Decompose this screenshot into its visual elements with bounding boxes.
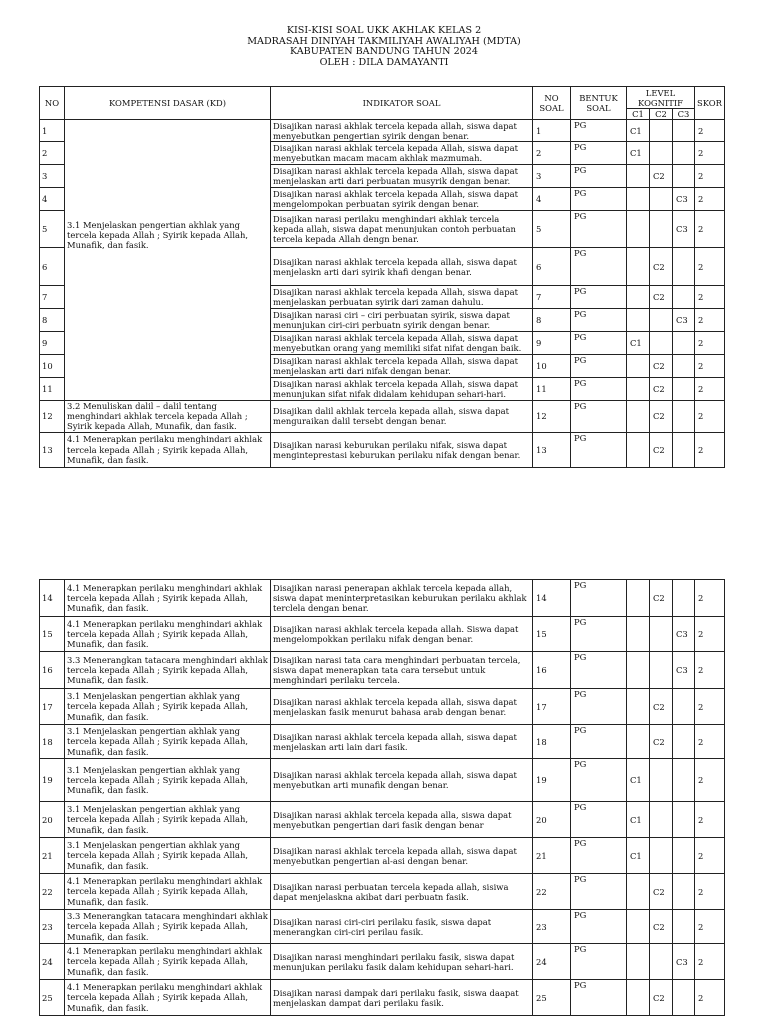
row-indikator-soal: Disajikan narasi ciri – ciri perbuatan syirik, siswa dapat menunjukan ciri-ciri perbuatn syirik dengan benar. <box>271 309 533 332</box>
header-line-3: KABUPATEN BANDUNG TAHUN 2024 <box>289 46 479 58</box>
table-row <box>40 401 725 433</box>
row-level-c2 <box>650 332 673 355</box>
row-indikator-soal: Disajikan narasi menghindari perilaku fasik, siswa dapat menunjukan perilaku fasik dalam kehidupan sehari-hari. <box>271 944 533 980</box>
header-bentuk-soal: BENTUK SOAL <box>571 87 627 120</box>
row-no: 11 <box>40 378 65 401</box>
row-skor: 2 <box>695 910 725 944</box>
row-level-c3 <box>673 759 695 802</box>
header-kd: KOMPETENSI DASAR (KD) <box>65 87 271 120</box>
header-c1: C1 <box>627 109 650 120</box>
row-no-soal: 18 <box>533 725 571 759</box>
row-indikator-soal: Disajikan narasi ciri-ciri perilaku fasik, siswa dapat menerangkan ciri-ciri perilau fasik. <box>271 910 533 944</box>
row-bentuk-soal: PG <box>571 580 627 617</box>
row-skor: 2 <box>695 759 725 802</box>
row-no-soal: 13 <box>533 432 571 467</box>
row-no: 23 <box>40 910 65 944</box>
table-row <box>40 725 725 759</box>
table-row <box>40 652 725 689</box>
row-kompetensi-dasar: 3.1 Menjelaskan pengertian akhlak yang tercela kepada Allah ; Syirik kepada Allah, Munafik, dan fasik. <box>65 689 271 725</box>
row-level-c1: C1 <box>627 120 650 142</box>
table-row <box>40 432 725 467</box>
row-level-c2 <box>650 944 673 980</box>
row-no-soal: 17 <box>533 689 571 725</box>
row-level-c3 <box>673 332 695 355</box>
row-no: 25 <box>40 980 65 1016</box>
row-kompetensi-dasar: 3.2 Menuliskan dalil – dalil tentang menghindari akhlak tercela kepada Allah ; Syirik kepada Allah, Munafik, dan fasik. <box>65 401 271 433</box>
row-level-c2 <box>650 759 673 802</box>
row-bentuk-soal: PG <box>571 142 627 165</box>
row-level-c1 <box>627 689 650 725</box>
row-kompetensi-dasar: 3.3 Menerangkan tatacara menghindari akhlak tercela kepada Allah ; Syirik kepada Allah, Munafik, dan fasik. <box>65 910 271 944</box>
row-level-c2 <box>650 211 673 248</box>
row-bentuk-soal: PG <box>571 309 627 332</box>
row-level-c3 <box>673 120 695 142</box>
row-level-c1 <box>627 944 650 980</box>
row-no: 5 <box>40 211 65 248</box>
row-skor: 2 <box>695 432 725 467</box>
row-bentuk-soal: PG <box>571 910 627 944</box>
row-level-c3 <box>673 355 695 378</box>
row-no-soal: 1 <box>533 120 571 142</box>
row-indikator-soal: Disajikan narasi akhlak tercela kepada allah, siswa dapat menjelaskan arti lain dari fasik. <box>271 725 533 759</box>
row-bentuk-soal: PG <box>571 378 627 401</box>
row-skor: 2 <box>695 378 725 401</box>
row-no-soal: 8 <box>533 309 571 332</box>
row-level-c3: C3 <box>673 617 695 652</box>
row-no: 19 <box>40 759 65 802</box>
row-level-c1 <box>627 309 650 332</box>
row-kompetensi-dasar: 4.1 Menerapkan perilaku menghindari akhlak tercela kepada Allah ; Syirik kepada Allah, Munafik, dan fasik. <box>65 580 271 617</box>
row-level-c3 <box>673 142 695 165</box>
row-no-soal: 4 <box>533 188 571 211</box>
row-no: 18 <box>40 725 65 759</box>
document-header <box>0 26 768 68</box>
header-level-kognitif: LEVEL KOGNITIF <box>627 87 695 109</box>
row-level-c1: C1 <box>627 838 650 874</box>
row-no-soal: 22 <box>533 874 571 910</box>
row-level-c2 <box>650 838 673 874</box>
row-level-c2: C2 <box>650 874 673 910</box>
row-no: 22 <box>40 874 65 910</box>
row-level-c1: C1 <box>627 759 650 802</box>
row-indikator-soal: Disajikan narasi akhlak tercela kepada Allah, siswa dapat mengelompokan perbuatan syirik dengan benar. <box>271 188 533 211</box>
row-bentuk-soal: PG <box>571 188 627 211</box>
row-indikator-soal: Disajikan narasi akhlak tercela kepada alla, siswa dapat menyebutkan pengertian dari fasik dengan benar <box>271 802 533 838</box>
row-no-soal: 7 <box>533 286 571 309</box>
row-no-soal: 23 <box>533 910 571 944</box>
row-level-c2 <box>650 309 673 332</box>
row-level-c2 <box>650 652 673 689</box>
row-skor: 2 <box>695 188 725 211</box>
row-skor: 2 <box>695 165 725 188</box>
row-indikator-soal: Disajikan narasi perbuatan tercela kepada allah, sisiwa dapat menjelaskna akibat dari perbuatn fasik. <box>271 874 533 910</box>
header-skor: SKOR <box>695 87 725 120</box>
row-level-c1 <box>627 401 650 433</box>
row-no: 2 <box>40 142 65 165</box>
row-level-c2 <box>650 188 673 211</box>
row-skor: 2 <box>695 332 725 355</box>
table-row <box>40 838 725 874</box>
row-no-soal: 12 <box>533 401 571 433</box>
row-kompetensi-dasar: 3.1 Menjelaskan pengertian akhlak yang tercela kepada Allah ; Syirik kepada Allah, Munafik, dan fasik. <box>65 759 271 802</box>
row-level-c2 <box>650 120 673 142</box>
row-no-soal: 6 <box>533 248 571 286</box>
row-bentuk-soal: PG <box>571 652 627 689</box>
row-bentuk-soal: PG <box>571 165 627 188</box>
row-skor: 2 <box>695 211 725 248</box>
row-no-soal: 11 <box>533 378 571 401</box>
row-no: 12 <box>40 401 65 433</box>
row-kompetensi-dasar: 3.1 Menjelaskan pengertian akhlak yang tercela kepada Allah ; Syirik kepada Allah, Munafik, dan fasik. <box>65 802 271 838</box>
row-level-c3 <box>673 248 695 286</box>
row-no-soal: 10 <box>533 355 571 378</box>
row-skor: 2 <box>695 725 725 759</box>
row-level-c2: C2 <box>650 580 673 617</box>
row-skor: 2 <box>695 944 725 980</box>
row-level-c3 <box>673 165 695 188</box>
row-level-c3 <box>673 378 695 401</box>
row-level-c2 <box>650 617 673 652</box>
row-indikator-soal: Disajikan narasi akhlak tercela kepada Allah, siswa dapat menunjukan sifat nifak didalam kehidupan sehari-hari. <box>271 378 533 401</box>
row-skor: 2 <box>695 689 725 725</box>
row-skor: 2 <box>695 652 725 689</box>
row-no: 13 <box>40 432 65 467</box>
row-skor: 2 <box>695 309 725 332</box>
row-level-c3: C3 <box>673 211 695 248</box>
header-line-2: MADRASAH DINIYAH TAKMILIYAH AWALIYAH (MDTA) <box>247 35 521 47</box>
row-indikator-soal: Disajikan narasi akhlak tercela kepada Allah, siswa dapat menyebutkan orang yang memiliki sifat nifat dengan baik. <box>271 332 533 355</box>
row-skor: 2 <box>695 802 725 838</box>
row-level-c1 <box>627 248 650 286</box>
row-bentuk-soal: PG <box>571 802 627 838</box>
row-kompetensi-dasar: 4.1 Menerapkan perilaku menghindari akhlak tercela kepada Allah ; Syirik kepada Allah, Munafik, dan fasik. <box>65 980 271 1016</box>
row-level-c2: C2 <box>650 725 673 759</box>
row-bentuk-soal: PG <box>571 332 627 355</box>
row-no: 16 <box>40 652 65 689</box>
row-indikator-soal: Disajikan dalil akhlak tercela kepada allah, siswa dapat menguraikan dalil tersebt dengan benar. <box>271 401 533 433</box>
header-line-1: KISI-KISI SOAL UKK AKHLAK KELAS 2 <box>286 25 482 36</box>
row-level-c1 <box>627 355 650 378</box>
table-row <box>40 944 725 980</box>
row-skor: 2 <box>695 617 725 652</box>
row-level-c3 <box>673 401 695 433</box>
row-level-c3 <box>673 980 695 1016</box>
table-row <box>40 689 725 725</box>
row-indikator-soal: Disajikan narasi dampak dari perilaku fasik, siswa daapat menjelaskan dampat dari perilaku fasik. <box>271 980 533 1016</box>
row-no-soal: 3 <box>533 165 571 188</box>
table-row <box>40 120 725 142</box>
row-bentuk-soal: PG <box>571 211 627 248</box>
header-line-4: OLEH : DILA DAMAYANTI <box>319 56 449 68</box>
row-skor: 2 <box>695 580 725 617</box>
row-indikator-soal: Disajikan narasi keburukan perilaku nifak, siswa dapat menginteprestasi keburukan perilaku nifak dengan benar. <box>271 432 533 467</box>
row-no-soal: 20 <box>533 802 571 838</box>
row-indikator-soal: Disajikan narasi akhlak tercela kepada allah, siswa dapat menjelaskn arti dari syirik khafi dengan benar. <box>271 248 533 286</box>
row-level-c1: C1 <box>627 142 650 165</box>
row-level-c1 <box>627 188 650 211</box>
row-no: 20 <box>40 802 65 838</box>
table-row <box>40 980 725 1016</box>
row-no: 17 <box>40 689 65 725</box>
row-indikator-soal: Disajikan narasi tata cara menghindari perbuatan tercela, siswa dapat menerapkan tata cara tersebut untuk menghindari perilaku tercela. <box>271 652 533 689</box>
row-level-c1 <box>627 432 650 467</box>
row-no: 15 <box>40 617 65 652</box>
row-level-c1 <box>627 580 650 617</box>
row-level-c1 <box>627 378 650 401</box>
row-bentuk-soal: PG <box>571 874 627 910</box>
row-kompetensi-dasar: 3.3 Menerangkan tatacara menghindari akhlak tercela kepada Allah ; Syirik kepada Allah, Munafik, dan fasik. <box>65 652 271 689</box>
row-indikator-soal: Disajikan narasi akhlak tercela kepada Allah, siswa dapat menjelaskan perbuatan syirik dari zaman dahulu. <box>271 286 533 309</box>
row-no: 9 <box>40 332 65 355</box>
kisi-kisi-table-page-1 <box>39 86 725 468</box>
row-no-soal: 9 <box>533 332 571 355</box>
table-row <box>40 874 725 910</box>
row-indikator-soal: Disajikan narasi penerapan akhlak tercela kepada allah, siswa dapat meninterpretasikan keburukan perilaku akhlak terclela dengan benar. <box>271 580 533 617</box>
header-indikator: INDIKATOR SOAL <box>271 87 533 120</box>
row-no: 3 <box>40 165 65 188</box>
row-kompetensi-dasar-merged: 3.1 Menjelaskan pengertian akhlak yang tercela kepada Allah ; Syirik kepada Allah, Munafik, dan fasik. <box>65 120 271 401</box>
row-kompetensi-dasar: 4.1 Menerapkan perilaku menghindari akhlak tercela kepada Allah ; Syirik kepada Allah, Munafik, dan fasik. <box>65 617 271 652</box>
row-level-c3 <box>673 286 695 309</box>
row-no-soal: 5 <box>533 211 571 248</box>
kisi-kisi-table-page-2 <box>39 579 725 1016</box>
row-bentuk-soal: PG <box>571 401 627 433</box>
row-level-c2 <box>650 802 673 838</box>
row-no-soal: 15 <box>533 617 571 652</box>
row-indikator-soal: Disajikan narasi akhlak tercela kepada allah, siswa dapat menyebutkan pengertian syirik dengan benar. <box>271 120 533 142</box>
row-indikator-soal: Disajikan narasi perilaku menghindari akhlak tercela kepada allah, siswa dapat menunjukan contoh perbuatan tercela kepada Allah dengn benar. <box>271 211 533 248</box>
row-no: 6 <box>40 248 65 286</box>
row-bentuk-soal: PG <box>571 617 627 652</box>
row-bentuk-soal: PG <box>571 980 627 1016</box>
header-no-soal: NO SOAL <box>533 87 571 120</box>
row-level-c1 <box>627 910 650 944</box>
row-level-c3 <box>673 802 695 838</box>
row-no: 14 <box>40 580 65 617</box>
row-level-c1 <box>627 652 650 689</box>
row-level-c1: C1 <box>627 332 650 355</box>
row-level-c3 <box>673 580 695 617</box>
row-bentuk-soal: PG <box>571 286 627 309</box>
row-no-soal: 2 <box>533 142 571 165</box>
row-skor: 2 <box>695 874 725 910</box>
row-no-soal: 25 <box>533 980 571 1016</box>
row-bentuk-soal: PG <box>571 689 627 725</box>
row-level-c3 <box>673 689 695 725</box>
table-row <box>40 580 725 617</box>
row-level-c2: C2 <box>650 689 673 725</box>
row-indikator-soal: Disajikan narasi akhlak tercela kepada Allah, siswa dapat menyebutkan macam macam akhlak mazmumah. <box>271 142 533 165</box>
row-skor: 2 <box>695 142 725 165</box>
table-row <box>40 802 725 838</box>
row-indikator-soal: Disajikan narasi akhlak tercela kepada allah, siswa dapat menjelaskan fasik menurut bahasa arab dengan benar. <box>271 689 533 725</box>
row-level-c2: C2 <box>650 248 673 286</box>
row-skor: 2 <box>695 838 725 874</box>
row-no-soal: 21 <box>533 838 571 874</box>
table-row <box>40 759 725 802</box>
row-no-soal: 16 <box>533 652 571 689</box>
row-kompetensi-dasar: 4.1 Menerapkan perilaku menghindari akhlak tercela kepada Allah ; Syirik kepada Allah, Munafik, dan fasik. <box>65 432 271 467</box>
header-c3: C3 <box>673 109 695 120</box>
row-skor: 2 <box>695 286 725 309</box>
row-level-c1 <box>627 980 650 1016</box>
row-indikator-soal: Disajikan narasi akhlak tercela kepada allah, siswa dapat menyebutkan arti munafik dengan benar. <box>271 759 533 802</box>
row-bentuk-soal: PG <box>571 355 627 378</box>
row-level-c2: C2 <box>650 910 673 944</box>
row-no: 8 <box>40 309 65 332</box>
row-level-c3: C3 <box>673 309 695 332</box>
row-level-c3: C3 <box>673 652 695 689</box>
row-kompetensi-dasar: 4.1 Menerapkan perilaku menghindari akhlak tercela kepada Allah ; Syirik kepada Allah, Munafik, dan fasik. <box>65 874 271 910</box>
row-indikator-soal: Disajikan narasi akhlak tercela kepada Allah, siswa dapat menjelaskan arti dari nifak dengan benar. <box>271 355 533 378</box>
row-bentuk-soal: PG <box>571 120 627 142</box>
row-no: 7 <box>40 286 65 309</box>
row-no-soal: 14 <box>533 580 571 617</box>
row-kompetensi-dasar: 4.1 Menerapkan perilaku menghindari akhlak tercela kepada Allah ; Syirik kepada Allah, Munafik, dan fasik. <box>65 944 271 980</box>
row-no-soal: 19 <box>533 759 571 802</box>
row-bentuk-soal: PG <box>571 759 627 802</box>
row-level-c1 <box>627 165 650 188</box>
row-skor: 2 <box>695 401 725 433</box>
row-no: 24 <box>40 944 65 980</box>
row-bentuk-soal: PG <box>571 725 627 759</box>
row-level-c3 <box>673 874 695 910</box>
row-indikator-soal: Disajikan narasi akhlak tercela kepada allah. Siswa dapat mengelompokkan perilaku nifak dengan benar. <box>271 617 533 652</box>
row-indikator-soal: Disajikan narasi akhlak tercela kepada allah, siswa dapat menyebutkan pengertian al-asi dengan benar. <box>271 838 533 874</box>
row-no: 4 <box>40 188 65 211</box>
row-level-c2: C2 <box>650 378 673 401</box>
row-level-c3: C3 <box>673 188 695 211</box>
row-level-c1: C1 <box>627 802 650 838</box>
header-c2: C2 <box>650 109 673 120</box>
row-level-c3 <box>673 910 695 944</box>
row-bentuk-soal: PG <box>571 838 627 874</box>
row-kompetensi-dasar: 3.1 Menjelaskan pengertian akhlak yang tercela kepada Allah ; Syirik kepada Allah, Munafik, dan fasik. <box>65 725 271 759</box>
row-level-c1 <box>627 286 650 309</box>
row-indikator-soal: Disajikan narasi akhlak tercela kepada Allah, siswa dapat menjelaskan arti dari perbuatan musyrik dengan benar. <box>271 165 533 188</box>
row-skor: 2 <box>695 248 725 286</box>
row-no: 21 <box>40 838 65 874</box>
row-kompetensi-dasar: 3.1 Menjelaskan pengertian akhlak yang tercela kepada Allah ; Syirik kepada Allah, Munafik, dan fasik. <box>65 838 271 874</box>
table-row <box>40 617 725 652</box>
row-skor: 2 <box>695 355 725 378</box>
row-level-c2: C2 <box>650 355 673 378</box>
row-no-soal: 24 <box>533 944 571 980</box>
row-bentuk-soal: PG <box>571 944 627 980</box>
row-bentuk-soal: PG <box>571 248 627 286</box>
row-skor: 2 <box>695 120 725 142</box>
row-level-c2: C2 <box>650 165 673 188</box>
row-level-c3: C3 <box>673 944 695 980</box>
header-no: NO <box>40 87 65 120</box>
row-level-c3 <box>673 725 695 759</box>
row-level-c1 <box>627 617 650 652</box>
row-no: 1 <box>40 120 65 142</box>
row-level-c2: C2 <box>650 286 673 309</box>
table-row <box>40 910 725 944</box>
row-level-c3 <box>673 432 695 467</box>
row-no: 10 <box>40 355 65 378</box>
row-level-c1 <box>627 725 650 759</box>
row-bentuk-soal: PG <box>571 432 627 467</box>
row-level-c1 <box>627 874 650 910</box>
row-level-c2: C2 <box>650 432 673 467</box>
row-level-c2 <box>650 142 673 165</box>
row-level-c1 <box>627 211 650 248</box>
row-level-c3 <box>673 838 695 874</box>
row-level-c2: C2 <box>650 401 673 433</box>
row-skor: 2 <box>695 980 725 1016</box>
row-level-c2: C2 <box>650 980 673 1016</box>
